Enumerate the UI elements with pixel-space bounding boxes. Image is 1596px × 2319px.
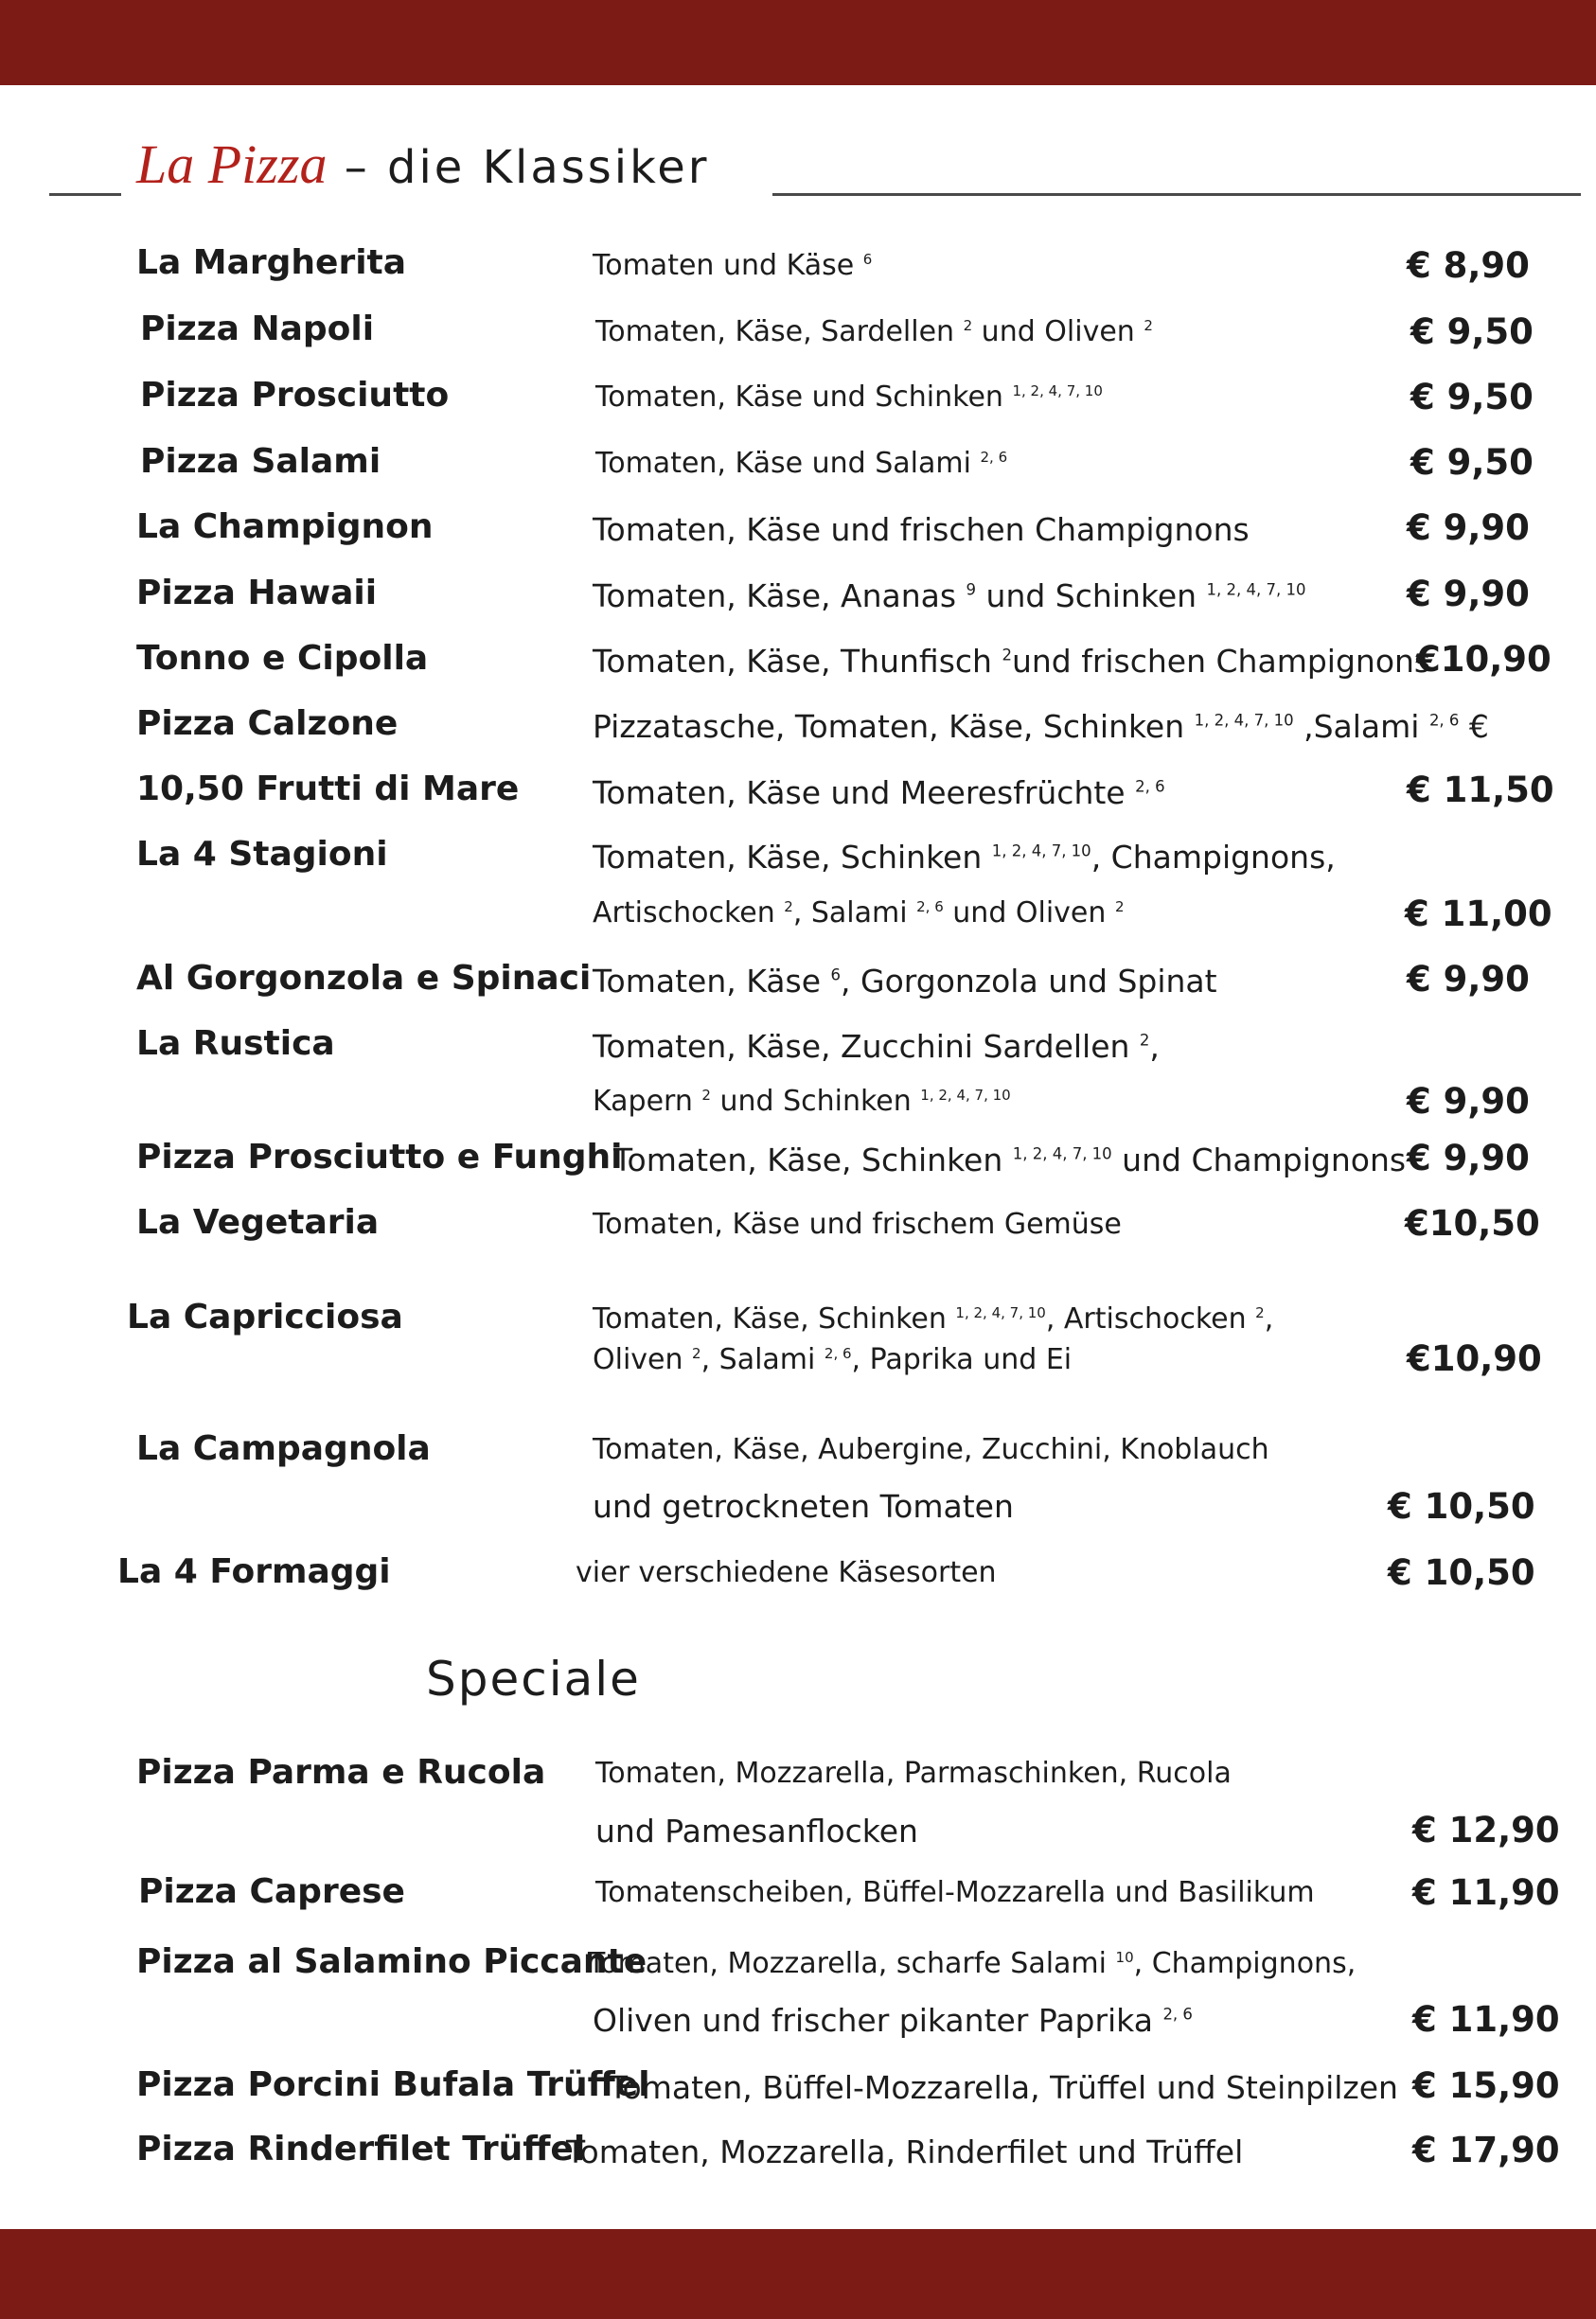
item-name: Pizza Prosciutto e Funghi — [136, 1138, 623, 1177]
desc-text: Tomaten, Käse, Thunfisch — [593, 643, 1002, 680]
title-rest: – die Klassiker — [327, 141, 710, 194]
item-description — [593, 643, 1431, 680]
item-price: € 9,90 — [1407, 507, 1530, 548]
allergen-footnote: 1, 2, 4, 7, 10 — [920, 1086, 1011, 1104]
allergen-footnote: 2, 6 — [824, 1344, 852, 1362]
desc-text: , — [1149, 1028, 1160, 1065]
item-price: € 10,50 — [1388, 1552, 1535, 1593]
allergen-footnote: 2 — [1144, 316, 1153, 334]
desc-text: und Pamesanflocken — [595, 1813, 918, 1850]
item-name: Tonno e Cipolla — [136, 639, 429, 678]
desc-text: Oliven und frischer pikanter Paprika — [593, 2002, 1163, 2039]
allergen-footnote: 2 — [701, 1086, 711, 1104]
allergen-footnote: 1, 2, 4, 7, 10 — [1012, 1144, 1112, 1163]
desc-text: ,Salami — [1293, 708, 1429, 745]
desc-text: , Salami — [700, 1343, 825, 1376]
item-description — [576, 1556, 997, 1589]
item-price: € 11,90 — [1412, 1999, 1560, 2040]
allergen-footnote: 2 — [784, 897, 793, 915]
item-description — [593, 511, 1250, 548]
item-price: € 17,90 — [1412, 2130, 1560, 2170]
item-description — [593, 1208, 1122, 1241]
header-rule-left — [49, 193, 121, 196]
item-name: La Rustica — [136, 1024, 335, 1063]
item-description — [595, 383, 1103, 412]
item-description-line2 — [593, 1343, 1073, 1376]
desc-text: Tomaten, Käse, Schinken — [613, 1142, 1013, 1178]
item-price: € 11,00 — [1405, 894, 1552, 934]
section-title-speciale: Speciale — [426, 1652, 641, 1707]
desc-text: Tomaten, Käse und frischen Champignons — [593, 511, 1250, 548]
item-description-line2 — [593, 2002, 1193, 2039]
item-price: €10,50 — [1405, 1203, 1540, 1244]
desc-text: und Schinken — [976, 577, 1207, 614]
allergen-footnote: 2 — [963, 316, 973, 334]
desc-text: Tomaten, Käse, Aubergine, Zucchini, Knoblauch — [593, 1433, 1269, 1466]
item-price: € 12,90 — [1412, 1810, 1560, 1850]
allergen-footnote: 2, 6 — [1135, 777, 1165, 796]
desc-text: , Artischocken — [1045, 1302, 1256, 1336]
allergen-footnote: 2 — [1139, 1031, 1150, 1050]
allergen-footnote: 1, 2, 4, 7, 10 — [991, 841, 1091, 860]
item-name: Pizza Caprese — [138, 1872, 405, 1911]
item-description — [613, 1144, 1406, 1176]
desc-text: Tomaten, Käse und Schinken — [595, 381, 1013, 414]
desc-text: Tomaten, Käse, Schinken — [593, 1302, 956, 1336]
desc-text: und Schinken — [710, 1085, 921, 1118]
item-description — [588, 1947, 1357, 1980]
desc-text: Tomaten, Käse, Ananas — [593, 577, 966, 614]
desc-text: und Champignons — [1111, 1142, 1407, 1178]
item-price: € 10,50 — [1388, 1486, 1535, 1527]
item-price: €10,90 — [1407, 1338, 1542, 1379]
allergen-footnote: 6 — [862, 250, 873, 268]
item-description — [593, 1433, 1269, 1466]
desc-text: Tomaten, Käse, Sardellen — [595, 315, 964, 348]
allergen-footnote: 2 — [1002, 646, 1012, 664]
desc-text: , Champignons, — [1091, 839, 1336, 876]
item-description-line2 — [595, 1813, 918, 1850]
item-description — [566, 2133, 1244, 2170]
item-description — [593, 963, 1217, 1000]
item-name: Pizza Prosciutto — [140, 376, 450, 415]
allergen-footnote: 2, 6 — [1162, 2005, 1193, 2024]
page-title — [136, 133, 710, 196]
bottom-band — [0, 2229, 1596, 2319]
desc-text: , Salami — [792, 896, 917, 929]
item-description — [593, 577, 1306, 614]
desc-text: und Oliven — [972, 315, 1144, 348]
item-description — [595, 1876, 1315, 1909]
item-price: € 9,90 — [1407, 1081, 1530, 1122]
desc-text: Tomaten, Käse und frischem Gemüse — [593, 1208, 1122, 1241]
top-band — [0, 0, 1596, 85]
allergen-footnote: 6 — [830, 965, 842, 984]
allergen-footnote: 1, 2, 4, 7, 10 — [1206, 580, 1306, 599]
item-description — [593, 774, 1165, 811]
item-description-line2 — [593, 1488, 1014, 1525]
item-name: La 4 Stagioni — [136, 835, 388, 874]
item-price: € 9,50 — [1410, 311, 1534, 352]
desc-text: Tomaten, Büffel-Mozzarella, Trüffel und Steinpilzen — [609, 2069, 1398, 2106]
item-description-line2 — [593, 896, 1125, 929]
item-description-line2 — [593, 1085, 1011, 1118]
item-name: Al Gorgonzola e Spinaci — [136, 959, 592, 998]
item-description — [595, 1757, 1232, 1790]
item-name: Pizza Porcini Bufala Trüffel — [136, 2065, 650, 2104]
desc-text: Tomaten, Mozzarella, Parmaschinken, Rucola — [595, 1757, 1232, 1790]
desc-text: Tomaten, Käse und Meeresfrüchte — [593, 774, 1136, 811]
item-price: € 9,90 — [1407, 574, 1530, 614]
item-name: Pizza Calzone — [136, 704, 399, 743]
desc-text: € — [1459, 708, 1489, 745]
desc-text: Tomaten, Mozzarella, scharfe Salami — [588, 1947, 1116, 1980]
item-name: Pizza Rinderfilet Trüffel — [136, 2130, 586, 2169]
desc-text: , — [1264, 1302, 1274, 1336]
desc-text: Tomaten, Käse, Zucchini Sardellen — [593, 1028, 1140, 1065]
allergen-footnote: 9 — [966, 580, 977, 599]
item-name: Pizza Napoli — [140, 310, 375, 348]
item-description — [593, 839, 1336, 876]
title-italic: La Pizza — [136, 133, 328, 195]
allergen-footnote: 2 — [1114, 897, 1125, 915]
item-name: La Vegetaria — [136, 1203, 380, 1242]
item-price: € 8,90 — [1407, 245, 1530, 286]
allergen-footnote: 2, 6 — [980, 448, 1008, 466]
item-price: €10,90 — [1416, 639, 1552, 680]
item-price: € 9,90 — [1407, 1138, 1530, 1178]
desc-text: und Oliven — [943, 896, 1115, 929]
item-description — [593, 1302, 1274, 1336]
item-name: Pizza Parma e Rucola — [136, 1753, 546, 1792]
desc-text: und frischen Champignons — [1011, 643, 1431, 680]
desc-text: , Gorgonzola und Spinat — [841, 963, 1217, 1000]
item-name: La Margherita — [136, 243, 407, 282]
item-name: 10,50 Frutti di Mare — [136, 770, 520, 808]
item-description — [609, 2069, 1398, 2106]
desc-text: und getrockneten Tomaten — [593, 1488, 1014, 1525]
desc-text: Tomaten und Käse — [593, 249, 863, 282]
allergen-footnote: 2, 6 — [1428, 711, 1460, 730]
item-price: € 9,90 — [1407, 959, 1530, 1000]
desc-text: Tomaten, Käse, Schinken — [593, 839, 992, 876]
allergen-footnote: 2, 6 — [916, 897, 944, 915]
desc-text: Artischocken — [593, 896, 785, 929]
desc-text: Tomaten, Mozzarella, Rinderfilet und Trüffel — [566, 2133, 1244, 2170]
item-description — [595, 447, 1008, 480]
header-rule-right — [772, 193, 1581, 196]
item-price: € 9,50 — [1410, 377, 1534, 417]
desc-text: Tomatenscheiben, Büffel-Mozzarella und Basilikum — [595, 1876, 1315, 1909]
desc-text: Kapern — [593, 1085, 702, 1118]
item-name: Pizza al Salamino Piccante — [136, 1942, 647, 1981]
allergen-footnote: 1, 2, 4, 7, 10 — [1194, 711, 1294, 730]
desc-text: vier verschiedene Käsesorten — [576, 1556, 997, 1589]
desc-text: Tomaten, Käse — [593, 963, 831, 1000]
item-description — [593, 249, 873, 282]
item-description — [593, 1028, 1160, 1065]
item-name: La Champignon — [136, 507, 434, 546]
item-description — [595, 315, 1153, 348]
desc-text: Pizzatasche, Tomaten, Käse, Schinken — [593, 708, 1195, 745]
section-header — [49, 133, 1534, 208]
item-name: Pizza Hawaii — [136, 574, 378, 612]
desc-text: , Paprika und Ei — [851, 1343, 1073, 1376]
item-name: La Campagnola — [136, 1429, 431, 1468]
allergen-footnote: 2 — [692, 1344, 701, 1362]
allergen-footnote: 1, 2, 4, 7, 10 — [1012, 381, 1103, 399]
item-name: Pizza Salami — [140, 442, 381, 481]
allergen-footnote: 10 — [1115, 1948, 1134, 1966]
desc-text: Tomaten, Käse und Salami — [595, 447, 981, 480]
item-price: € 11,90 — [1412, 1872, 1560, 1913]
item-price: € 11,50 — [1407, 770, 1554, 810]
item-name: La Capricciosa — [127, 1298, 403, 1337]
item-description — [593, 708, 1489, 745]
item-price: € 15,90 — [1412, 2065, 1560, 2106]
desc-text: , Champignons, — [1133, 1947, 1357, 1980]
allergen-footnote: 2 — [1255, 1303, 1265, 1321]
allergen-footnote: 1, 2, 4, 7, 10 — [955, 1303, 1046, 1321]
item-name: La 4 Formaggi — [117, 1552, 391, 1591]
desc-text: Oliven — [593, 1343, 693, 1376]
item-price: € 9,50 — [1410, 442, 1534, 483]
